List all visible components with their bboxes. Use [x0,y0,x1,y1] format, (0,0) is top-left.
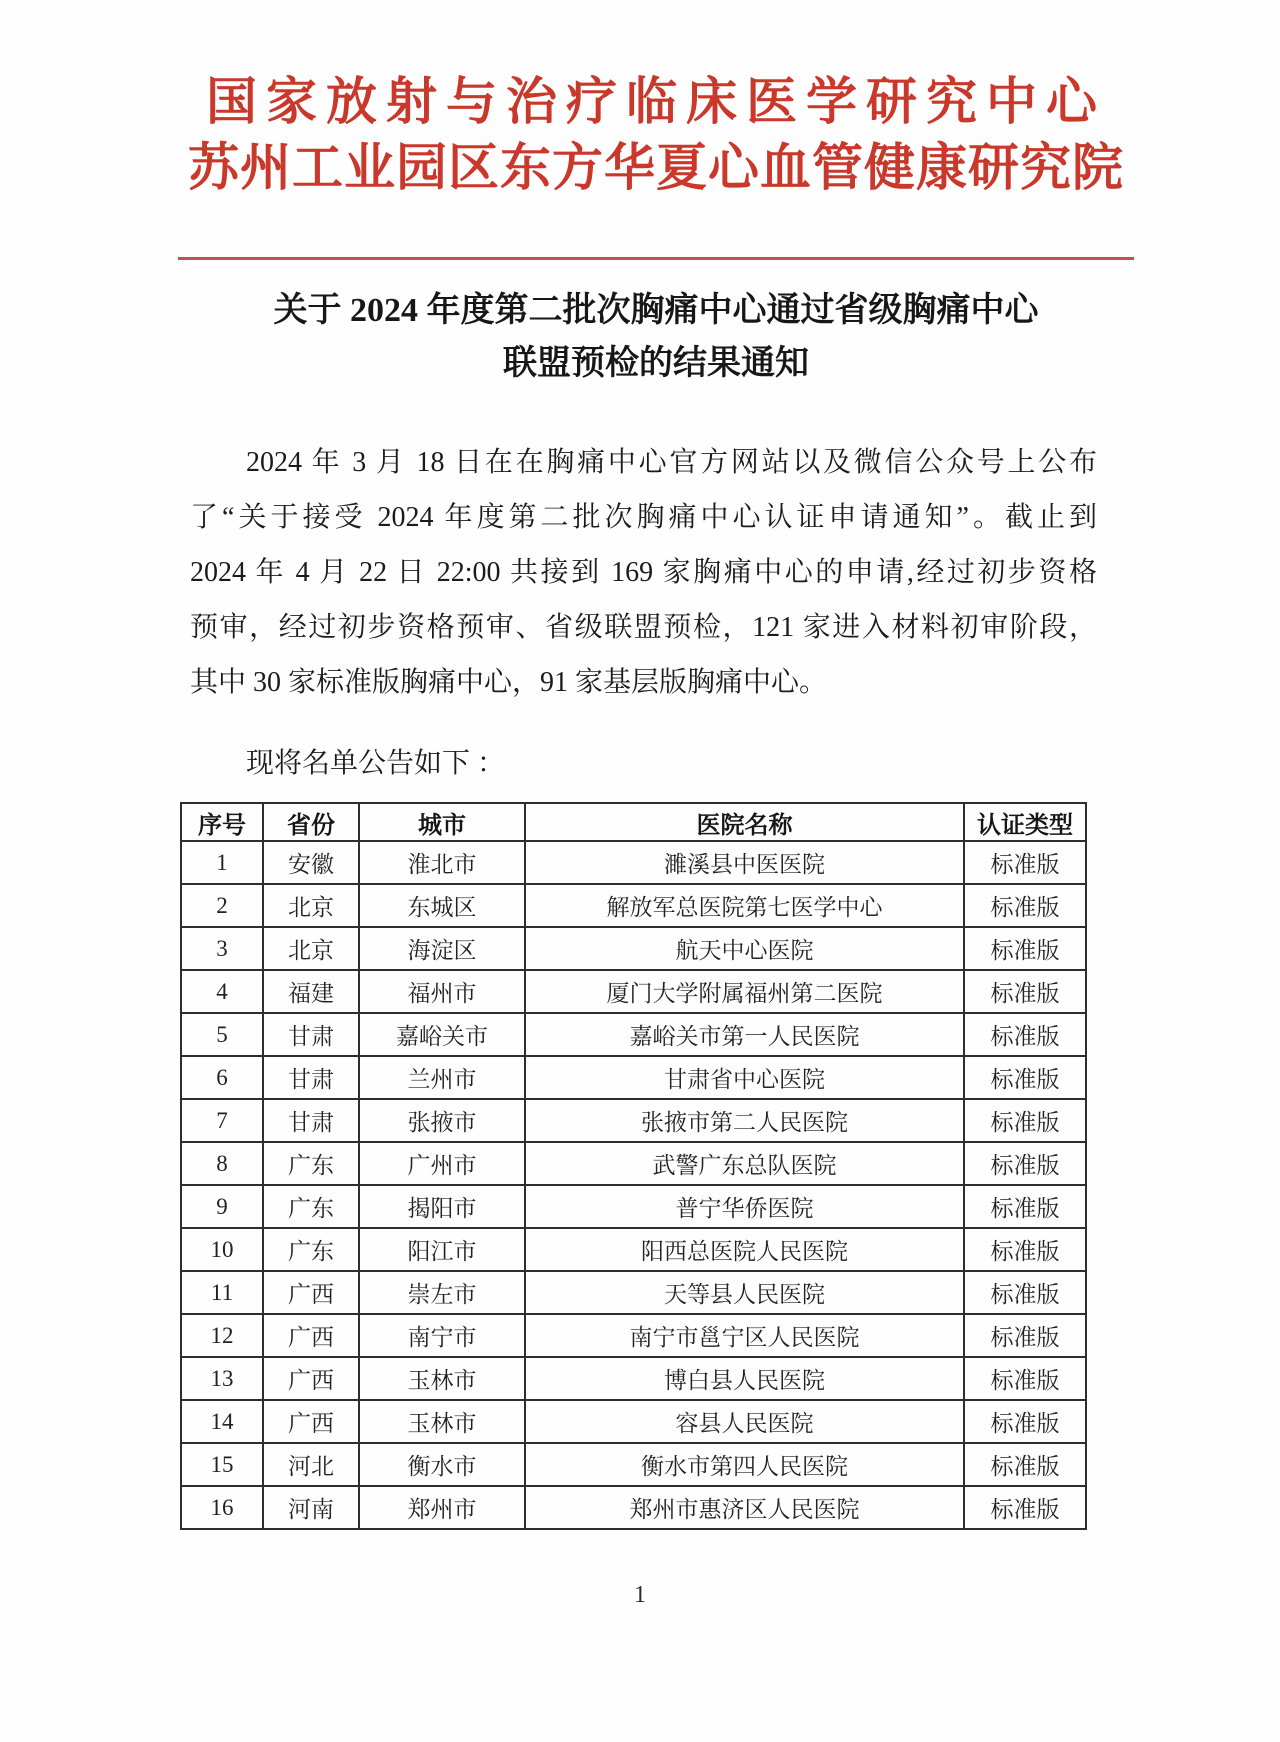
cell-cert-type: 标准版 [964,1486,1086,1529]
cell-hospital: 张掖市第二人民医院 [525,1099,964,1142]
table-row [181,841,1086,884]
letterhead-line2: 苏州工业园区东方华夏心血管健康研究院 [187,141,1124,197]
table-row [181,1400,1086,1443]
cell-city: 揭阳市 [359,1185,525,1228]
cell-province: 河北 [263,1443,359,1486]
cell-index: 4 [181,970,263,1013]
table-row [181,1142,1086,1185]
body-line: 预审，经过初步资格预审、省级联盟预检，121 家进入材料初审阶段， [190,612,1097,643]
cell-cert-type: 标准版 [964,1400,1086,1443]
cell-hospital: 濉溪县中医医院 [525,841,964,884]
cell-cert-type: 标准版 [964,1314,1086,1357]
list-intro: 现将名单公告如下 ： [246,748,506,779]
cell-city: 嘉峪关市 [359,1013,525,1056]
cell-index: 11 [181,1271,263,1314]
notice-title-line1: 关于 2024 年度第二批次胸痛中心通过省级胸痛中心 [273,292,1039,329]
cell-hospital: 甘肃省中心医院 [525,1056,964,1099]
cell-city: 阳江市 [359,1228,525,1271]
cell-index: 16 [181,1486,263,1529]
cell-cert-type: 标准版 [964,1443,1086,1486]
cell-province: 广东 [263,1185,359,1228]
table-row [181,1314,1086,1357]
cell-cert-type: 标准版 [964,884,1086,927]
cell-city: 淮北市 [359,841,525,884]
cell-city: 海淀区 [359,927,525,970]
table-row [181,1271,1086,1314]
cell-cert-type: 标准版 [964,1099,1086,1142]
cell-city: 衡水市 [359,1443,525,1486]
cell-city: 东城区 [359,884,525,927]
notice-title [178,284,1134,390]
table-row [181,927,1086,970]
col-header-hospital: 医院名称 [525,803,964,841]
table-row [181,1056,1086,1099]
cell-cert-type: 标准版 [964,970,1086,1013]
cell-city: 福州市 [359,970,525,1013]
cell-index: 12 [181,1314,263,1357]
cell-index: 6 [181,1056,263,1099]
cell-hospital: 武警广东总队医院 [525,1142,964,1185]
cell-province: 甘肃 [263,1099,359,1142]
col-header-province: 省份 [263,803,359,841]
cell-city: 南宁市 [359,1314,525,1357]
cell-province: 甘肃 [263,1013,359,1056]
cell-province: 广西 [263,1271,359,1314]
cell-province: 安徽 [263,841,359,884]
cell-city: 广州市 [359,1142,525,1185]
letterhead-line1: 国家放射与治疗临床医学研究中心 [205,75,1106,131]
cell-hospital: 航天中心医院 [525,927,964,970]
cell-cert-type: 标准版 [964,1185,1086,1228]
cell-province: 广西 [263,1314,359,1357]
cell-province: 广西 [263,1400,359,1443]
cell-cert-type: 标准版 [964,1142,1086,1185]
cell-index: 14 [181,1400,263,1443]
cell-province: 广东 [263,1228,359,1271]
cell-cert-type: 标准版 [964,841,1086,884]
cell-province: 甘肃 [263,1056,359,1099]
table-row [181,1228,1086,1271]
table-row [181,970,1086,1013]
cell-index: 10 [181,1228,263,1271]
cell-hospital: 博白县人民医院 [525,1357,964,1400]
col-header-index: 序号 [181,803,263,841]
cell-cert-type: 标准版 [964,1228,1086,1271]
table-row [181,884,1086,927]
cell-hospital: 厦门大学附属福州第二医院 [525,970,964,1013]
cell-province: 河南 [263,1486,359,1529]
cell-province: 广西 [263,1357,359,1400]
body-line: 2024 年 4 月 22 日 22:00 共接到 169 家胸痛中心的申请,经过初步资格 [190,557,1097,588]
body-line: 2024 年 3 月 18 日在在胸痛中心官方网站以及微信公众号上公布 [246,447,1097,478]
cell-cert-type: 标准版 [964,1013,1086,1056]
cell-hospital: 衡水市第四人民医院 [525,1443,964,1486]
table-header-row [181,803,1086,841]
cell-hospital: 郑州市惠济区人民医院 [525,1486,964,1529]
cell-cert-type: 标准版 [964,927,1086,970]
cell-province: 广东 [263,1142,359,1185]
cell-province: 北京 [263,884,359,927]
cell-hospital: 容县人民医院 [525,1400,964,1443]
notice-title-line2: 联盟预检的结果通知 [503,345,809,382]
table-row [181,1099,1086,1142]
cell-index: 3 [181,927,263,970]
cell-cert-type: 标准版 [964,1271,1086,1314]
cell-index: 9 [181,1185,263,1228]
body-line: 了“关于接受 2024 年度第二批次胸痛中心认证申请通知”。截止到 [190,502,1097,533]
cell-city: 玉林市 [359,1357,525,1400]
cell-index: 7 [181,1099,263,1142]
notice-body [190,435,1097,710]
cell-city: 崇左市 [359,1271,525,1314]
table-row [181,1357,1086,1400]
cell-city: 郑州市 [359,1486,525,1529]
cell-index: 2 [181,884,263,927]
cell-city: 玉林市 [359,1400,525,1443]
cell-index: 13 [181,1357,263,1400]
col-header-cert-type: 认证类型 [964,803,1086,841]
cell-index: 8 [181,1142,263,1185]
cell-index: 1 [181,841,263,884]
body-line: 其中 30 家标准版胸痛中心，91 家基层版胸痛中心。 [190,667,828,698]
cell-hospital: 天等县人民医院 [525,1271,964,1314]
cell-index: 5 [181,1013,263,1056]
table-row [181,1013,1086,1056]
hospital-table [180,802,1087,1530]
cell-hospital: 阳西总医院人民医院 [525,1228,964,1271]
cell-province: 北京 [263,927,359,970]
cell-index: 15 [181,1443,263,1486]
cell-hospital: 嘉峪关市第一人民医院 [525,1013,964,1056]
letterhead-divider [178,257,1134,260]
cell-city: 兰州市 [359,1056,525,1099]
cell-city: 张掖市 [359,1099,525,1142]
table-row [181,1443,1086,1486]
table-row [181,1486,1086,1529]
col-header-city: 城市 [359,803,525,841]
cell-province: 福建 [263,970,359,1013]
cell-hospital: 普宁华侨医院 [525,1185,964,1228]
letterhead [178,0,1134,202]
cell-cert-type: 标准版 [964,1056,1086,1099]
cell-hospital: 解放军总医院第七医学中心 [525,884,964,927]
table-row [181,1185,1086,1228]
cell-cert-type: 标准版 [964,1357,1086,1400]
cell-hospital: 南宁市邕宁区人民医院 [525,1314,964,1357]
page-number: 1 [634,1582,646,1608]
hospital-table-body [181,841,1086,1529]
